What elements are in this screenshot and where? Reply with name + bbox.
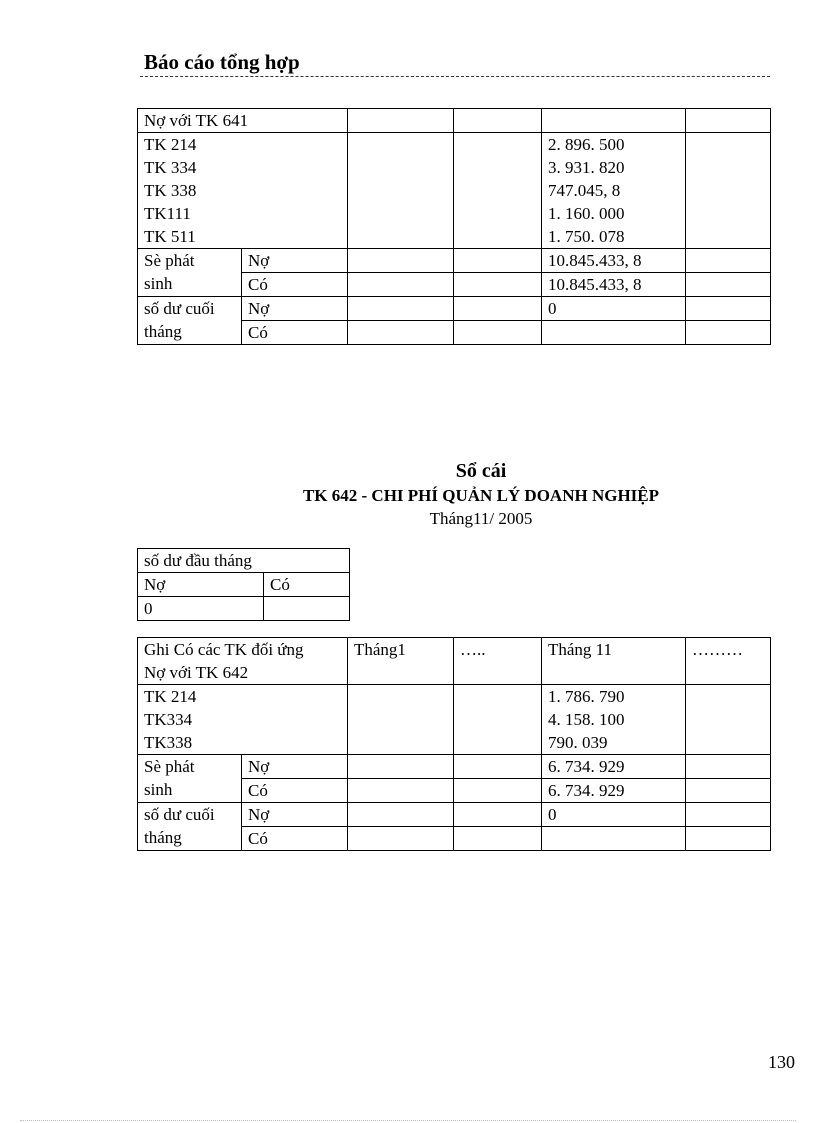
header-divider xyxy=(140,76,770,77)
closing-debit-value: 0 xyxy=(542,297,686,321)
account-label: TK 214 xyxy=(144,687,197,706)
table-row xyxy=(138,249,771,273)
ledger-period: Tháng11/ 2005 xyxy=(429,509,533,528)
tk642-ledger-table xyxy=(137,637,771,851)
arising-debit-value: 10.845.433, 8 xyxy=(542,249,686,273)
credit-label: Có xyxy=(242,273,348,297)
closing-label-cell: số dư cuối tháng xyxy=(138,803,242,851)
ledger-title: Sổ cái xyxy=(455,460,507,482)
account-label: TK338 xyxy=(144,733,193,752)
amount-value: 747.045, 8 xyxy=(548,181,621,200)
table-row xyxy=(138,685,771,755)
arising-credit-value: 10.845.433, 8 xyxy=(542,273,686,297)
table-row xyxy=(138,297,771,321)
amount-value: 3. 931. 820 xyxy=(548,158,625,177)
closing-label-cell: số dư cuối tháng xyxy=(138,297,242,345)
amount-value: 1. 160. 000 xyxy=(548,204,625,223)
credit-label: Có xyxy=(242,779,348,803)
page-number: 130 xyxy=(768,1052,795,1072)
amount-value: 2. 896. 500 xyxy=(548,135,625,154)
arising-credit-value: 6. 734. 929 xyxy=(542,779,686,803)
ledger-subtitle: TK 642 - CHI PHÍ QUẢN LÝ DOANH NGHIỆP xyxy=(302,486,660,505)
table-row xyxy=(138,638,771,685)
debit-label: Nợ xyxy=(242,803,348,827)
credit-label: Có xyxy=(242,827,348,851)
page-header-title: Báo cáo tổng hợp xyxy=(144,50,300,74)
opening-balance-table xyxy=(137,548,350,621)
amount-value: 1. 750. 078 xyxy=(548,227,625,246)
table-row xyxy=(138,109,771,133)
column-header-ellipsis: ….. xyxy=(454,638,542,685)
table-row xyxy=(138,573,350,597)
column-header-ellipsis: ……… xyxy=(686,638,771,685)
account-label: TK 334 xyxy=(144,158,197,177)
account-label: TK 511 xyxy=(144,227,196,246)
credit-label: Có xyxy=(264,573,350,597)
amount-value: 790. 039 xyxy=(548,733,608,752)
account-list-cell xyxy=(138,685,348,755)
account-label: TK334 xyxy=(144,710,193,729)
arising-label-cell: Sè phát sinh xyxy=(138,755,242,803)
header-cell: Nợ với TK 641 xyxy=(138,109,348,133)
header-cell: Ghi Có các TK đối ứng Nợ với TK 642 xyxy=(138,638,348,685)
table-row xyxy=(138,803,771,827)
table-row xyxy=(138,597,350,621)
column-header-month11: Tháng 11 xyxy=(542,638,686,685)
arising-label-cell: Sè phát sinh xyxy=(138,249,242,297)
amount-value: 1. 786. 790 xyxy=(548,687,625,706)
debit-label: Nợ xyxy=(138,573,264,597)
table-row xyxy=(138,549,350,573)
column-header-month1: Tháng1 xyxy=(348,638,454,685)
debit-label: Nợ xyxy=(242,249,348,273)
debit-label: Nợ xyxy=(242,755,348,779)
opening-debit-value: 0 xyxy=(138,597,264,621)
table-row xyxy=(138,755,771,779)
amount-list-cell xyxy=(542,685,686,755)
closing-debit-value: 0 xyxy=(542,803,686,827)
debit-label: Nợ xyxy=(242,297,348,321)
amount-list-cell xyxy=(542,133,686,249)
opening-balance-label: số dư đầu tháng xyxy=(138,549,350,573)
tk641-ledger-table xyxy=(137,108,771,345)
account-list-cell xyxy=(138,133,348,249)
account-label: TK 338 xyxy=(144,181,197,200)
credit-label: Có xyxy=(242,321,348,345)
amount-value: 4. 158. 100 xyxy=(548,710,625,729)
account-label: TK111 xyxy=(144,204,191,223)
table-row xyxy=(138,133,771,249)
account-label: TK 214 xyxy=(144,135,197,154)
footer-divider xyxy=(20,1120,796,1121)
arising-debit-value: 6. 734. 929 xyxy=(542,755,686,779)
